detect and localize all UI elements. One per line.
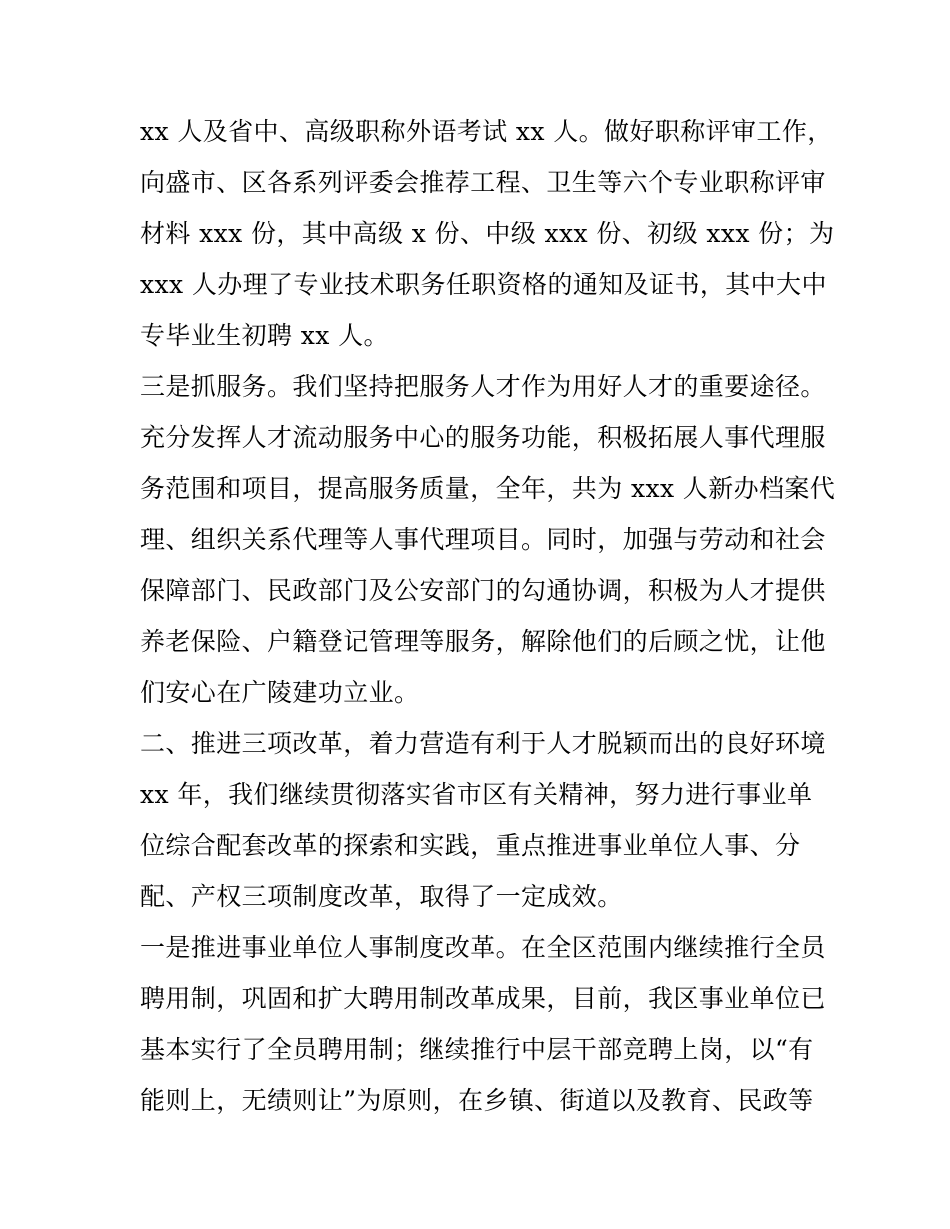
text-line-18: 聘用制，巩固和扩大聘用制改革成果，目前，我区事业单位已 [140, 984, 826, 1013]
section-heading-line: 二、推进三项改革，着力营造有利于人才脱颖而出的良好环境 [140, 729, 826, 758]
text-line-7: 充分发挥人才流动服务中心的服务功能，积极拓展人事代理服 [140, 423, 826, 452]
text-line-11: 养老保险、户籍登记管理等服务，解除他们的后顾之忧，让他 [140, 627, 826, 656]
text-line-14: xx 年，我们继续贯彻落实省市区有关精神，努力进行事业单 [140, 780, 813, 809]
text-line-5: 专毕业生初聘 xx 人。 [140, 321, 389, 350]
text-line-19: 基本实行了全员聘用制；继续推行中层干部竞聘上岗，以“有 [140, 1035, 814, 1064]
text-line-3: 材料 xxx 份，其中高级 x 份、中级 xxx 份、初级 xxx 份；为 [140, 219, 835, 248]
text-line-12: 们安心在广陵建功立业。 [140, 678, 420, 707]
text-line-8: 务范围和项目，提高服务质量，全年，共为 xxx 人新办档案代 [140, 474, 836, 503]
text-line-4: xxx 人办理了专业技术职务任职资格的通知及证书，其中大中 [140, 270, 827, 299]
text-line-9: 理、组织关系代理等人事代理项目。同时，加强与劳动和社会 [140, 525, 826, 554]
text-line-15: 位综合配套改革的探索和实践，重点推进事业单位人事、分 [140, 831, 801, 860]
text-line-1: xx 人及省中、高级职称外语考试 xx 人。做好职称评审工作， [140, 117, 833, 146]
text-line-20: 能则上，无绩则让”为原则，在乡镇、街道以及教育、民政等 [140, 1086, 814, 1115]
text-line-6: 三是抓服务。我们坚持把服务人才作为用好人才的重要途径。 [140, 372, 826, 401]
text-line-10: 保障部门、民政部门及公安部门的勾通协调，积极为人才提供 [140, 576, 826, 605]
text-line-16: 配、产权三项制度改革，取得了一定成效。 [140, 882, 623, 911]
text-line-17: 一是推进事业单位人事制度改革。在全区范围内继续推行全员 [140, 933, 826, 962]
text-line-2: 向盛市、区各系列评委会推荐工程、卫生等六个专业职称评审 [140, 168, 826, 197]
body-text [140, 106, 836, 1126]
